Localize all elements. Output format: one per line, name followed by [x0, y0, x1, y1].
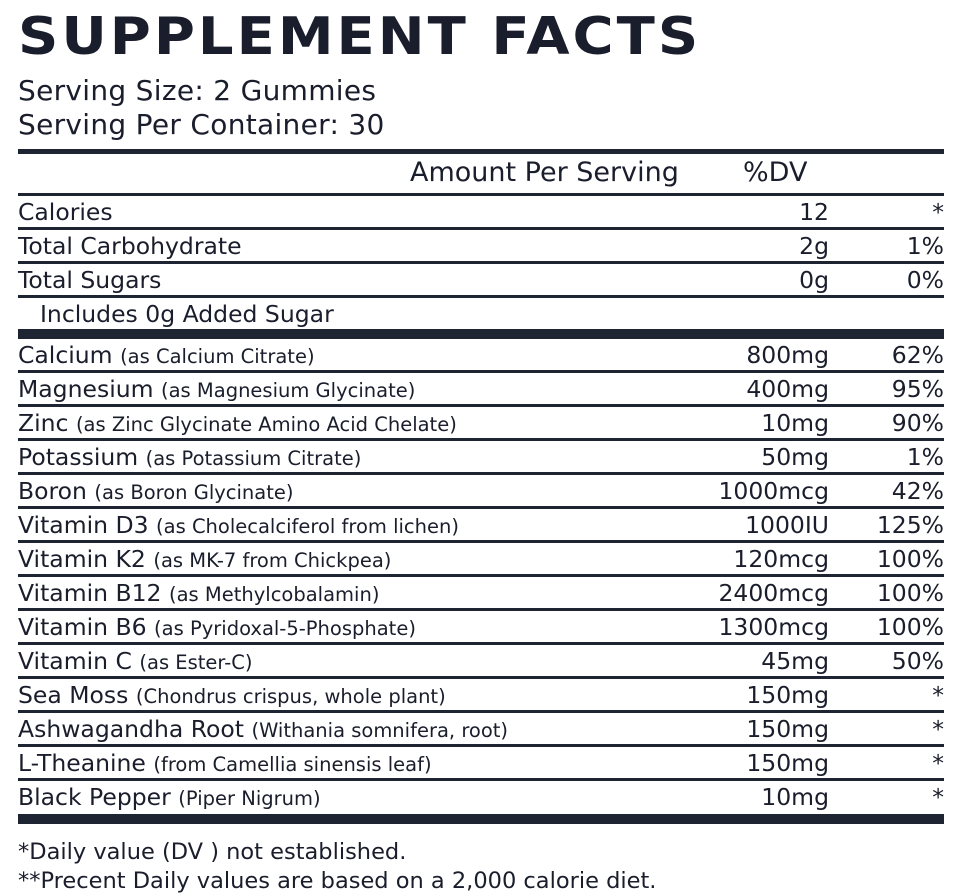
- nutrient-row: [18, 407, 944, 441]
- nutrient-name: Zinc: [18, 409, 69, 437]
- nutrient-amount: 50mg: [761, 443, 829, 471]
- nutrient-row: [18, 679, 944, 713]
- nutrient-name: Boron: [18, 477, 87, 505]
- serving-size: Serving Size: 2 Gummies: [18, 74, 377, 107]
- nutrient-name-group: [18, 611, 416, 645]
- row-name: Calories: [18, 198, 113, 226]
- nutrient-daily-value: 62%: [891, 341, 944, 369]
- row-name: Includes 0g Added Sugar: [40, 300, 334, 328]
- nutrient-row: [18, 475, 944, 509]
- nutrient-daily-value: 95%: [891, 375, 944, 403]
- nutrient-amount: 1000mcg: [718, 477, 829, 505]
- nutrient-amount: 2400mcg: [718, 579, 829, 607]
- nutrient-source: (as MK-7 from Chickpea): [153, 549, 392, 572]
- nutrient-row: [18, 781, 944, 817]
- nutrient-name-group: [18, 781, 321, 815]
- nutrient-amount: 150mg: [746, 749, 829, 777]
- column-header-row: [18, 154, 944, 196]
- nutrient-name-group: [18, 577, 379, 611]
- nutrient-amount: 800mg: [746, 341, 829, 369]
- nutrient-source: (Piper Nigrum): [178, 787, 321, 810]
- nutrient-row: [18, 645, 944, 679]
- nutrient-source: (as Magnesium Glycinate): [161, 379, 416, 402]
- nutrient-daily-value: *: [932, 715, 944, 743]
- nutrient-source: (as Ester-C): [139, 651, 253, 674]
- nutrient-amount: 10mg: [761, 783, 829, 811]
- facts-row: [18, 298, 944, 332]
- nutrient-amount: 400mg: [746, 375, 829, 403]
- nutrient-name: L-Theanine: [18, 749, 146, 777]
- nutrient-source: (Chondrus crispus, whole plant): [135, 685, 446, 708]
- basic-facts-section: [18, 196, 944, 332]
- nutrient-name: Sea Moss: [18, 681, 129, 709]
- nutrient-daily-value: 1%: [906, 443, 944, 471]
- row-daily-value: *: [932, 198, 944, 226]
- nutrient-source: (as Cholecalciferol from lichen): [156, 515, 459, 538]
- nutrient-row: [18, 747, 944, 781]
- nutrient-amount: 150mg: [746, 715, 829, 743]
- nutrient-name: Vitamin B12: [18, 579, 162, 607]
- row-amount: 12: [799, 198, 829, 226]
- nutrient-amount: 150mg: [746, 681, 829, 709]
- nutrient-name: Magnesium: [18, 375, 154, 403]
- nutrient-row: [18, 713, 944, 747]
- row-amount: 2g: [799, 232, 829, 260]
- nutrient-daily-value: 42%: [891, 477, 944, 505]
- footnotes: [18, 838, 944, 896]
- nutrient-name: Vitamin D3: [18, 511, 149, 539]
- nutrient-daily-value: 125%: [876, 511, 944, 539]
- nutrient-row: [18, 441, 944, 475]
- nutrient-amount: 120mcg: [733, 545, 829, 573]
- nutrient-row: [18, 373, 944, 407]
- row-daily-value: 0%: [906, 266, 944, 294]
- nutrient-daily-value: 100%: [876, 545, 944, 573]
- nutrient-source: (Withania somnifera, root): [251, 719, 509, 742]
- nutrient-name-group: [18, 679, 446, 713]
- nutrient-name: Ashwagandha Root: [18, 715, 244, 743]
- header-daily-value: %DV: [743, 157, 808, 188]
- nutrient-section: [18, 339, 944, 817]
- footnote-calorie-diet: **Precent Daily values are based on a 2,000 calorie diet.: [18, 868, 657, 894]
- nutrient-name-group: [18, 373, 415, 407]
- nutrient-name-group: [18, 747, 432, 781]
- nutrient-daily-value: *: [932, 783, 944, 811]
- nutrient-name-group: [18, 645, 252, 679]
- nutrient-name: Calcium: [18, 341, 113, 369]
- nutrient-amount: 1300mcg: [718, 613, 829, 641]
- nutrient-source: (as Calcium Citrate): [120, 345, 315, 368]
- nutrient-name-group: [18, 543, 391, 577]
- nutrient-name: Potassium: [18, 443, 139, 471]
- nutrient-row: [18, 577, 944, 611]
- nutrient-row: [18, 543, 944, 577]
- facts-row: [18, 230, 944, 264]
- header-amount-per-serving: Amount Per Serving: [410, 157, 679, 188]
- nutrient-name-group: [18, 713, 508, 747]
- footnote-dv-not-established: *Daily value (DV ) not established.: [18, 839, 407, 865]
- nutrient-source: (as Zinc Glycinate Amino Acid Chelate): [75, 413, 457, 436]
- row-amount: 0g: [799, 266, 829, 294]
- nutrient-daily-value: *: [932, 749, 944, 777]
- row-name: Total Carbohydrate: [18, 232, 242, 260]
- row-name: Total Sugars: [18, 266, 162, 294]
- nutrient-row: [18, 339, 944, 373]
- row-daily-value: 1%: [906, 232, 944, 260]
- nutrient-daily-value: 90%: [891, 409, 944, 437]
- nutrient-row: [18, 611, 944, 645]
- facts-row: [18, 196, 944, 230]
- nutrient-name: Black Pepper: [18, 783, 171, 811]
- nutrient-daily-value: 50%: [891, 647, 944, 675]
- nutrient-amount: 10mg: [761, 409, 829, 437]
- nutrient-name-group: [18, 441, 361, 475]
- nutrient-name-group: [18, 339, 315, 373]
- nutrient-name-group: [18, 475, 293, 509]
- nutrient-daily-value: 100%: [876, 613, 944, 641]
- nutrient-source: (as Methylcobalamin): [169, 583, 380, 606]
- nutrient-source: (as Potassium Citrate): [145, 447, 362, 470]
- nutrient-daily-value: *: [932, 681, 944, 709]
- nutrient-daily-value: 100%: [876, 579, 944, 607]
- nutrient-name-group: [18, 509, 459, 543]
- servings-per-container: Serving Per Container: 30: [18, 108, 385, 141]
- facts-row: [18, 264, 944, 298]
- nutrient-name: Vitamin K2: [18, 545, 146, 573]
- nutrient-amount: 1000IU: [745, 511, 829, 539]
- nutrient-source: (as Pyridoxal-5-Phosphate): [154, 617, 416, 640]
- panel-title: SUPPLEMENT FACTS: [18, 6, 702, 67]
- nutrient-source: (as Boron Glycinate): [94, 481, 294, 504]
- nutrient-amount: 45mg: [761, 647, 829, 675]
- nutrient-name-group: [18, 407, 457, 441]
- nutrient-name: Vitamin B6: [18, 613, 147, 641]
- nutrient-source: (from Camellia sinensis leaf): [153, 753, 432, 776]
- nutrient-name: Vitamin C: [18, 647, 132, 675]
- nutrient-row: [18, 509, 944, 543]
